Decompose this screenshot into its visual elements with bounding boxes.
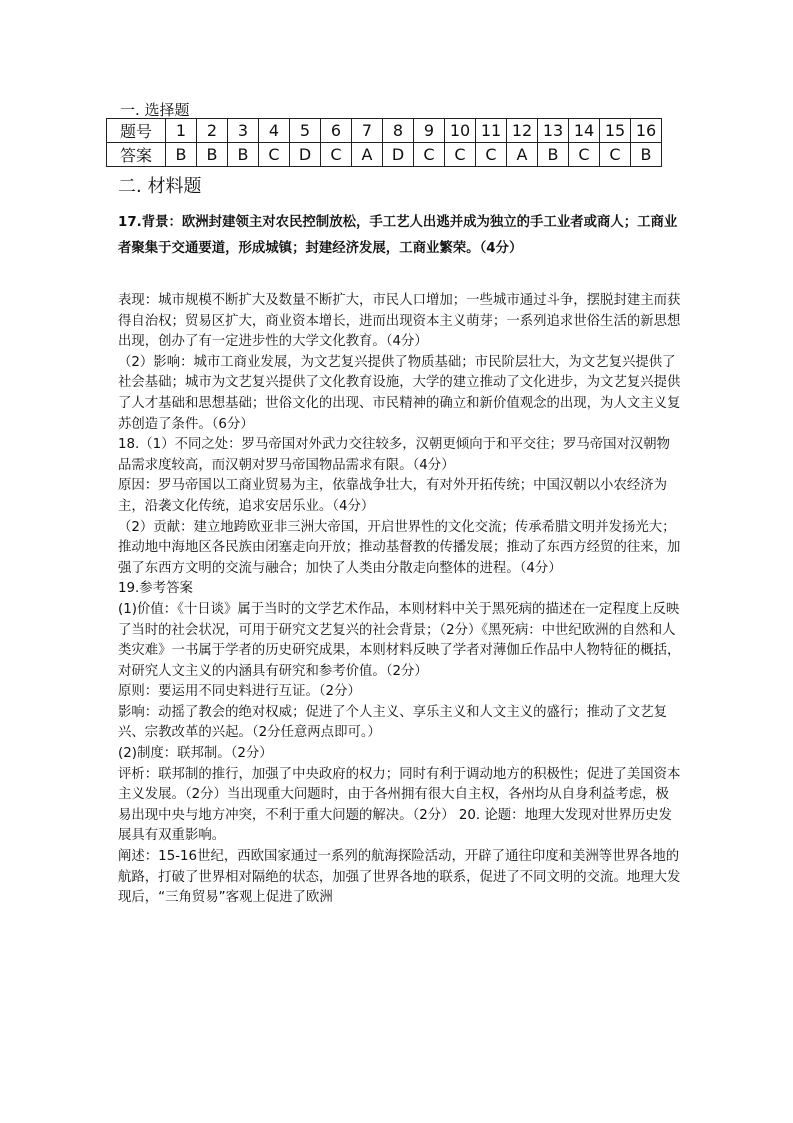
table-cell: 3	[228, 119, 259, 143]
paragraph: 阐述：15-16世纪，西欧国家通过一系列的航海探险活动，开辟了通往印度和美洲等世界各地的航路，打破了世界相对隔绝的状态，加强了世界各地的联系，促进了不同文明的交流。地理大发现后，“三角贸易”客观上促进了欧洲	[118, 849, 681, 906]
table-cell: 14	[569, 119, 600, 143]
paragraph: 19.参考答案	[118, 581, 193, 597]
table-cell: B	[166, 143, 197, 167]
table-cell: 11	[476, 119, 507, 143]
table-cell: 2	[197, 119, 228, 143]
table-cell: 12	[507, 119, 538, 143]
paragraph: （2）贡献：建立地跨欧亚非三洲大帝国，开启世界性的文化交流；传承希腊文明并发扬光大；推动地中海地区各民族由闭塞走向开放；推动基督教的传播发展；推动了东西方经贸的往来，加强了东西方文明的交流与融合；加快了人类由分散走向整体的进程。（4分）	[118, 519, 681, 576]
table-cell: 1	[166, 119, 197, 143]
table-cell: 16	[631, 119, 662, 143]
table-cell: B	[538, 143, 569, 167]
row-label-answer: 答案	[107, 143, 166, 167]
paragraph: (1)价值：《十日谈》属于当时的文学艺术作品，本则材料中关于黑死病的描述在一定程度上反映了当时的社会状况，可用于研究文艺复兴的社会背景；（2分）《黑死病：中世纪欧洲的自然和人类灾难》一书属于学者的历史研究成果，本则材料反映了学者对薄伽丘作品中人物特征的概括，对研究人文主义的内涵具有研究和参考价值。（2分）	[118, 601, 681, 679]
paragraph: 18.（1）不同之处：罗马帝国对外武力交往较多，汉朝更倾向于和平交往；罗马帝国对汉朝物品需求度较高，而汉朝对罗马帝国物品需求有限。（4分）	[118, 437, 671, 473]
table-cell: C	[259, 143, 290, 167]
table-cell: A	[507, 143, 538, 167]
table-cell: 8	[383, 119, 414, 143]
table-cell: A	[352, 143, 383, 167]
table-cell: 15	[600, 119, 631, 143]
section-title-material: 二. 材料题	[118, 176, 202, 197]
table-cell: 6	[321, 119, 352, 143]
answer-table	[106, 118, 662, 167]
paragraph: 原因：罗马帝国以工商业贸易为主，依靠战争壮大，有对外开拓传统；中国汉朝以小农经济为主，沿袭文化传统，追求安居乐业。（4分）	[118, 478, 668, 514]
table-cell: 9	[414, 119, 445, 143]
q17-background: 17.背景：欧洲封建领主对农民控制放松，手工艺人出逃并成为独立的手工业者或商人；工商业者聚集于交通要道，形成城镇；封建经济发展，工商业繁荣。（4分）	[118, 215, 678, 256]
answer-body	[118, 291, 682, 909]
table-row-numbers	[107, 119, 662, 143]
table-cell: B	[197, 143, 228, 167]
table-cell: C	[569, 143, 600, 167]
table-cell: 7	[352, 119, 383, 143]
table-cell: C	[600, 143, 631, 167]
paragraph: (2)制度：联邦制。（2分）	[118, 746, 273, 762]
paragraph: （2）影响：城市工商业发展，为文艺复兴提供了物质基础；市民阶层壮大，为文艺复兴提供了社会基础；城市为文艺复兴提供了文化教育设施，大学的建立推动了文化进步，为文艺复兴提供了人才基础和思想基础；世俗文化的出现、市民精神的确立和新价值观念的出现，为人文主义复苏创造了条件。（6分）	[118, 354, 681, 432]
table-cell: D	[383, 143, 414, 167]
table-cell: B	[631, 143, 662, 167]
table-cell: C	[476, 143, 507, 167]
section-title-multiple-choice: 一. 选择题	[120, 101, 190, 119]
table-cell: 13	[538, 119, 569, 143]
paragraph: 表现：城市规模不断扩大及数量不断扩大，市民人口增加；一些城市通过斗争，摆脱封建主而获得自治权；贸易区扩大，商业资本增长，进而出现资本主义萌芽；一系列追求世俗生活的新思想出现，创办了有一定进步性的大学文化教育。（4分）	[118, 293, 681, 350]
table-cell: D	[290, 143, 321, 167]
row-label-number: 题号	[107, 119, 166, 143]
table-cell: C	[445, 143, 476, 167]
paragraph: 原则：要运用不同史料进行互证。（2分）	[118, 684, 361, 700]
paragraph: 影响：动摇了教会的绝对权威；促进了个人主义、享乐主义和人文主义的盛行；推动了文艺复兴、宗教改革的兴起。（2分任意两点即可。）	[118, 704, 668, 741]
paragraph: 评析：联邦制的推行，加强了中央政府的权力；同时有利于调动地方的积极性；促进了美国资本主义发展。（2分）当出现重大问题时，由于各州拥有很大自主权，各州均从自身利益考虑，极易出现中央与地方冲突，不利于重大问题的解决。（2分） 20. 论题：地理大发现对世界历史发展具有双重影响。	[118, 766, 681, 844]
table-row-answers	[107, 143, 662, 167]
table-cell: 5	[290, 119, 321, 143]
table-cell: B	[228, 143, 259, 167]
table-cell: 10	[445, 119, 476, 143]
table-cell: C	[321, 143, 352, 167]
table-cell: 4	[259, 119, 290, 143]
table-cell: C	[414, 143, 445, 167]
